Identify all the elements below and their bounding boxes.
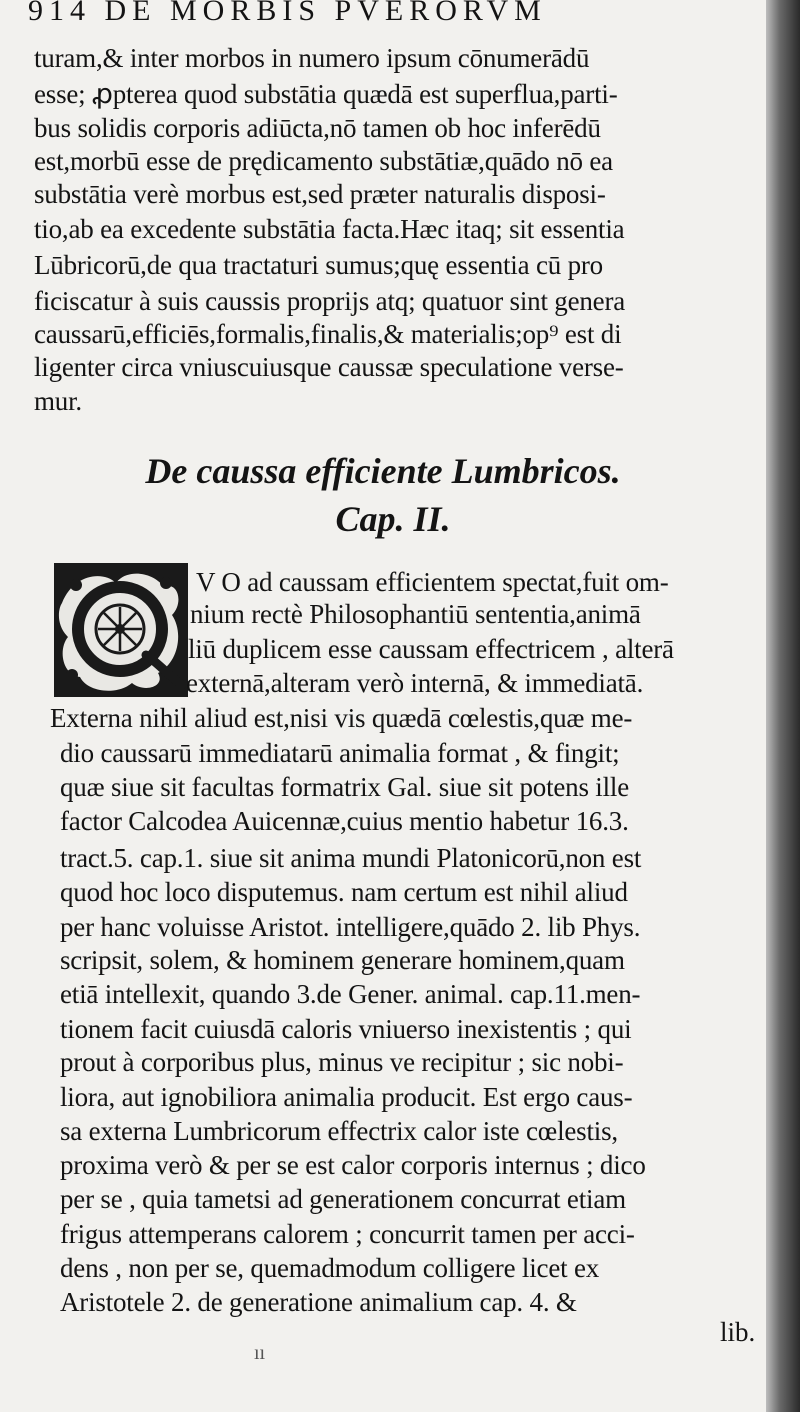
text-line: nium rectè Philosophantiū sententia,animā — [190, 599, 641, 629]
text-line: substātia verè morbus est,sed præter naturalis disposi- — [34, 179, 606, 209]
text-line: est,morbū esse de prędicamento substātiæ,quādo nō ea — [34, 146, 613, 176]
text-line: externā,alteram verò internā, & immediatā. — [186, 668, 644, 698]
text-line: V O ad caussam efficientem spectat,fuit om- — [196, 567, 669, 597]
text-line: quæ siue sit facultas formatrix Gal. siue sit potens ille — [60, 772, 629, 802]
text-line: Externa nihil aliud est,nisi vis quædā cœlestis,quæ me- — [50, 703, 633, 733]
signature-mark: ıı — [254, 1342, 266, 1364]
chapter-number: Cap. II. — [335, 499, 451, 539]
text-line: turam,& inter morbos in numero ipsum cōnumerādū — [34, 43, 590, 73]
text-line: mur. — [34, 386, 82, 416]
text-line: factor Calcodea Auicennæ,cuius mentio habetur 16.3. — [60, 806, 629, 836]
text-line: dio caussarū immediatarū animalia format , & fingit; — [60, 738, 620, 768]
text-line: scripsit, solem, & hominem generare hominem,quam — [60, 945, 625, 975]
text-line: bus solidis corporis adiūcta,nō tamen ob hoc inferēdū — [34, 113, 601, 143]
text-line: etiā intellexit, quando 3.de Gener. animal. cap.11.men- — [60, 979, 641, 1009]
text-line: ligenter circa vniuscuiusque caussæ speculatione verse- — [34, 352, 624, 382]
text-line: prout à corporibus plus, minus ve recipitur ; sic nobi- — [60, 1047, 624, 1077]
text-line: per se , quia tametsi ad generationem concurrat etiam — [60, 1184, 626, 1214]
chapter-title: De caussa efficiente Lumbricos. — [145, 451, 621, 491]
text-line: tract.5. cap.1. siue sit anima mundi Platonicorū,non est — [60, 843, 642, 873]
text-line: quod hoc loco disputemus. nam certum est nihil aliud — [60, 877, 628, 907]
text-line: tio,ab ea excedente substātia facta.Hæc itaq; sit essentia — [34, 214, 625, 244]
text-line: Lūbricorū,de qua tractaturi sumus;quę essentia cū pro — [34, 250, 603, 280]
text-line: caussarū,efficiēs,formalis,finalis,& materialis;op⁹ est di — [34, 319, 622, 349]
text-line: liora, aut ignobiliora animalia producit. Est ergo caus- — [60, 1082, 633, 1112]
text-line: proxima verò & per se est calor corporis internus ; dico — [60, 1150, 646, 1180]
text-line: ficiscatur à suis caussis proprijs atq; quatuor sint genera — [34, 286, 626, 316]
text-line: tionem facit cuiusdā caloris vniuerso inexistentis ; qui — [60, 1014, 632, 1044]
page-edge-shadow — [766, 0, 800, 1412]
text-line: esse; ꝓpterea quod substātia quædā est superflua,parti- — [34, 79, 618, 109]
text-line: Aristotele 2. de generatione animalium cap. 4. & — [60, 1287, 577, 1317]
text-line: sa externa Lumbricorum effectrix calor iste cœlestis, — [60, 1116, 618, 1146]
text-line: dens , non per se, quemadmodum colligere licet ex — [60, 1253, 600, 1283]
text-line: liū duplicem esse caussam effectricem , alterā — [188, 634, 674, 664]
decorated-initial-icon — [54, 563, 188, 697]
running-head: 914 DE MORBIS PVERORVM — [28, 0, 547, 27]
text-line: per hanc voluisse Aristot. intelligere,quādo 2. lib Phys. — [60, 912, 641, 942]
text-line: frigus attemperans calorem ; concurrit tamen per acci- — [60, 1219, 635, 1249]
catchword: lib. — [720, 1317, 756, 1347]
